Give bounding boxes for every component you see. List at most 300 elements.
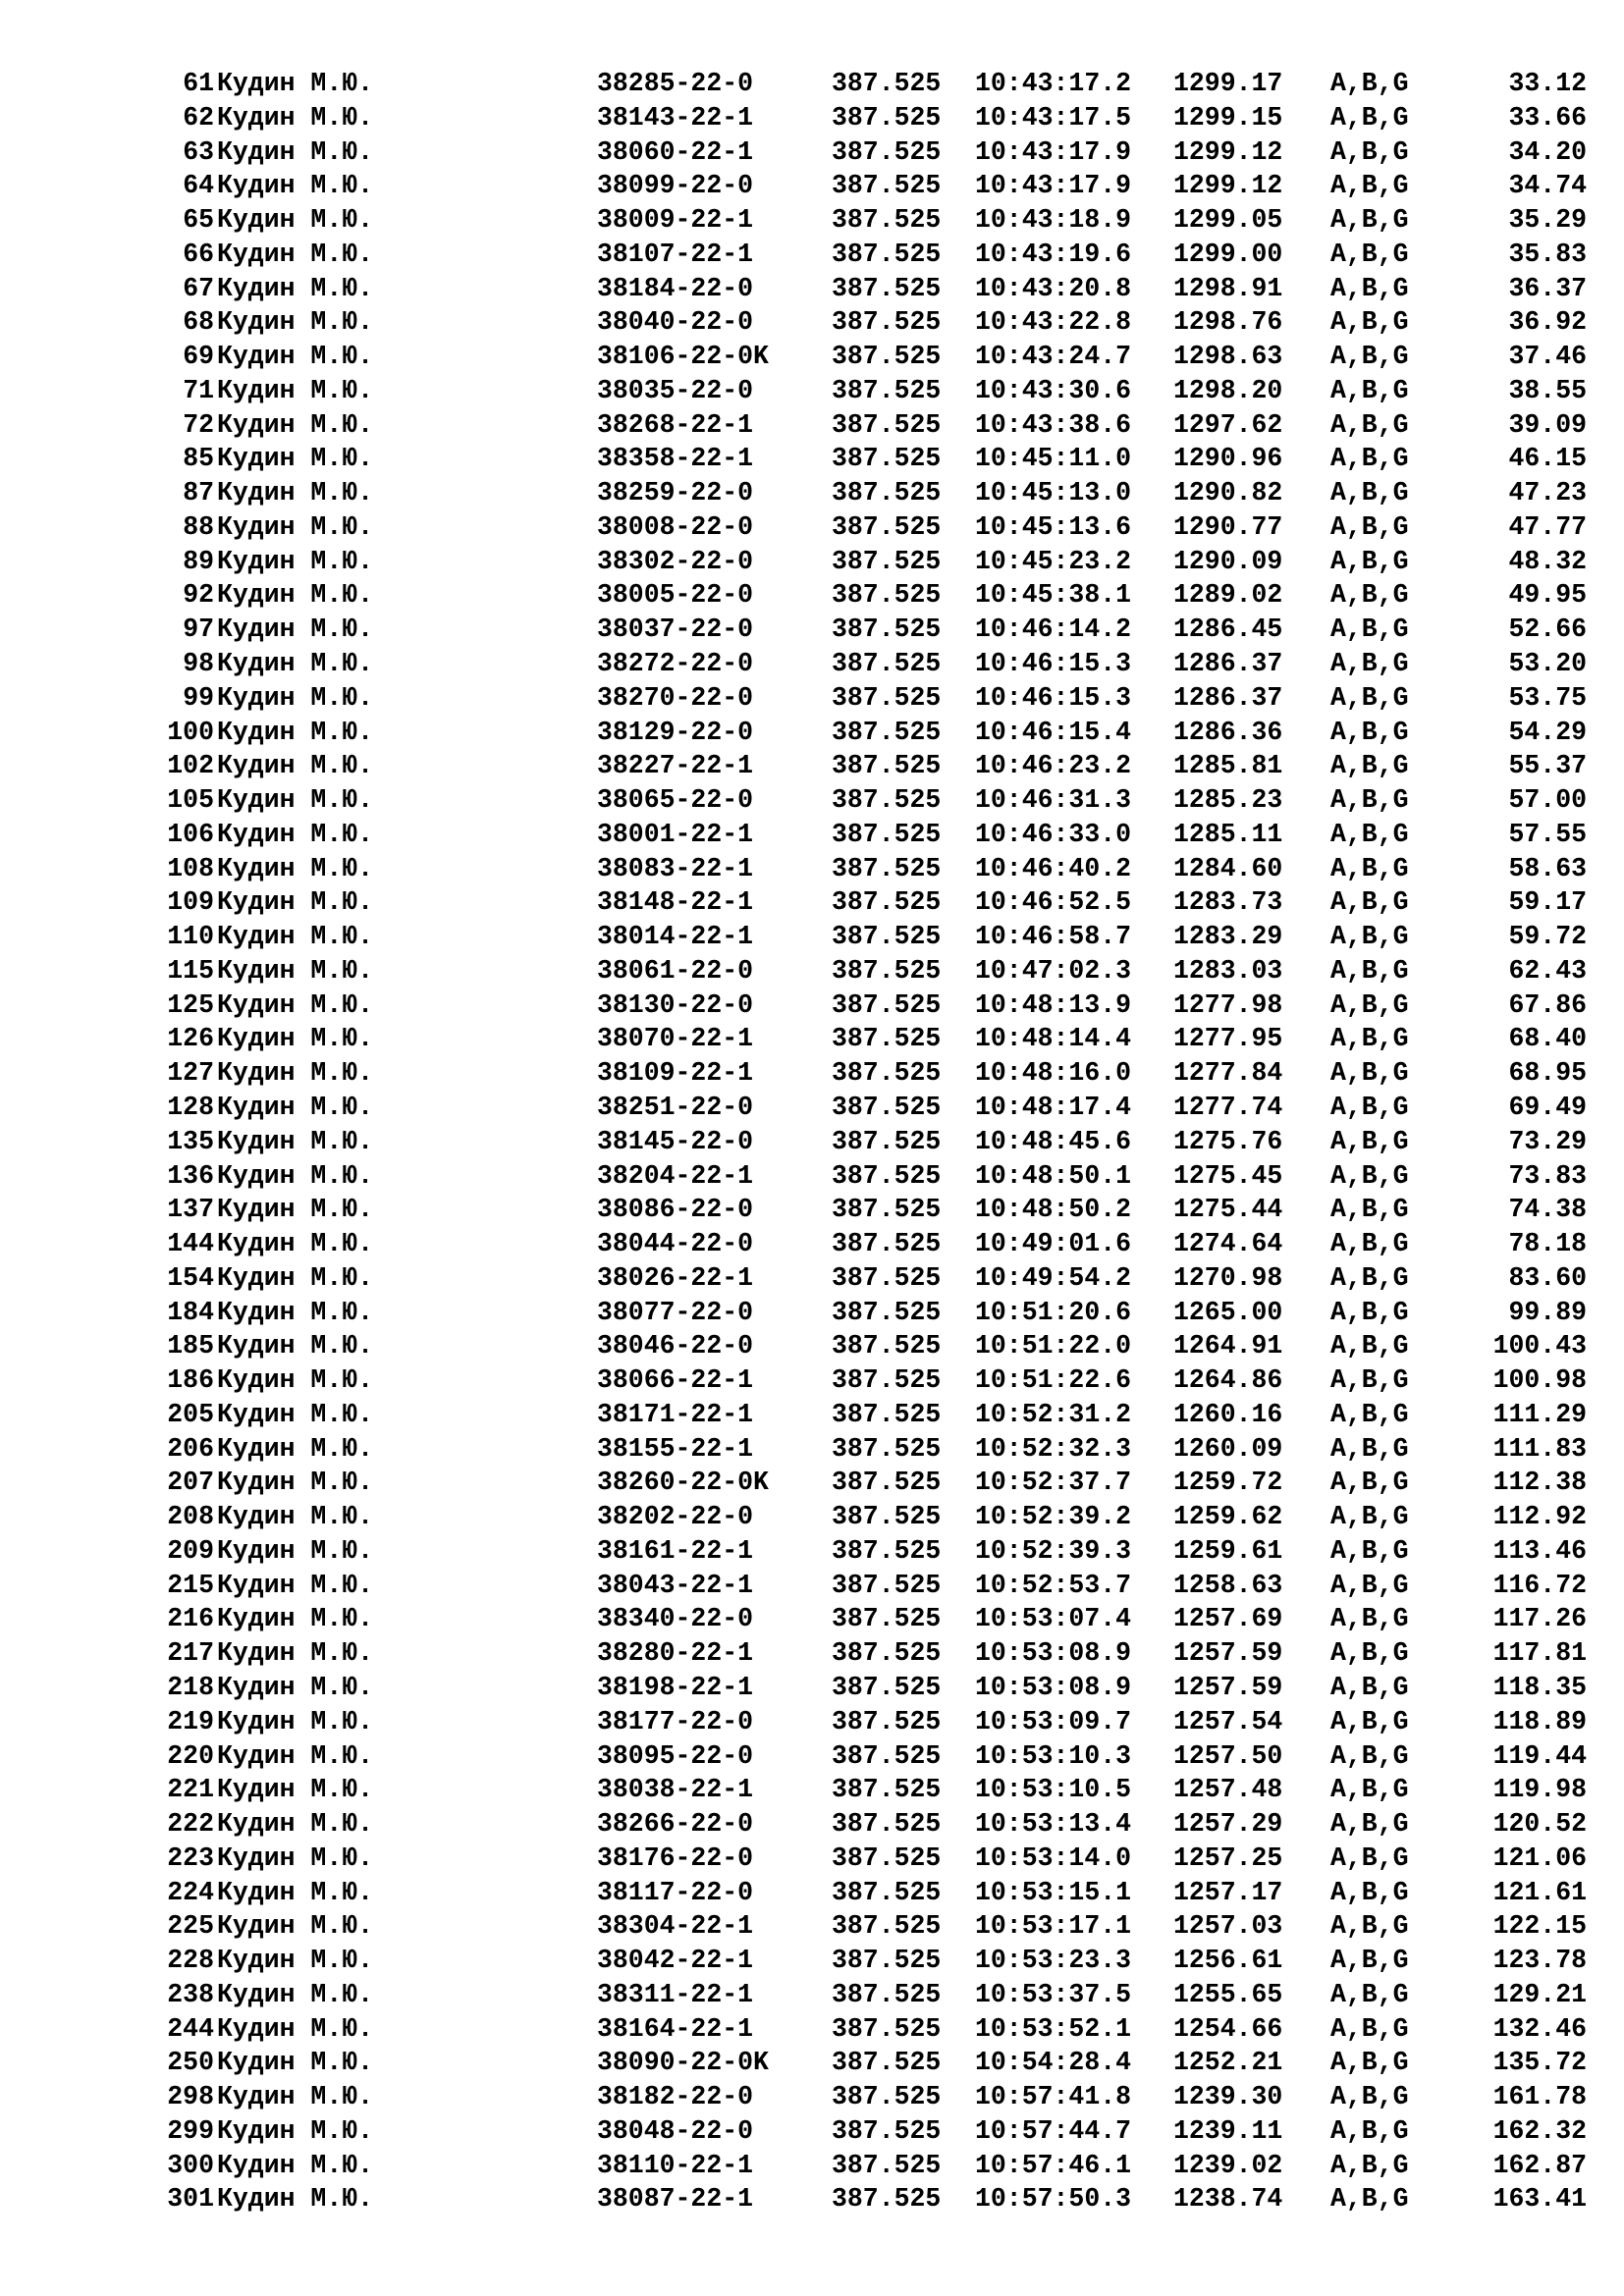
place-cell: 218	[167, 1672, 214, 1702]
place-cell: 92	[183, 580, 214, 611]
place-cell: 99	[183, 682, 214, 713]
fancier-name-cell: Кудин М.Ю.	[217, 1262, 374, 1293]
distance-cell: 387.525	[832, 989, 942, 1020]
points-cell: 112.92	[1492, 1502, 1587, 1532]
ring-id-cell: 38182-22-0	[597, 2082, 754, 2112]
points-cell: 35.83	[1508, 239, 1587, 269]
distance-cell: 387.525	[832, 1126, 942, 1156]
arrival-time-cell: 10:52:31.2	[975, 1399, 1132, 1429]
ring-id-cell: 38044-22-0	[597, 1229, 754, 1259]
place-cell: 220	[167, 1740, 214, 1771]
points-cell: 48.32	[1508, 546, 1587, 576]
marks-cell: A,B,G	[1330, 1706, 1409, 1736]
distance-cell: 387.525	[832, 2184, 942, 2215]
fancier-name-cell: Кудин М.Ю.	[217, 1672, 374, 1702]
distance-cell: 387.525	[832, 1195, 942, 1225]
distance-cell: 387.525	[832, 614, 942, 645]
distance-cell: 387.525	[832, 2150, 942, 2180]
ring-id-cell: 38077-22-0	[597, 1297, 754, 1327]
table-row	[0, 954, 1624, 988]
ring-id-cell: 38046-22-0	[597, 1331, 754, 1362]
fancier-name-cell: Кудин М.Ю.	[217, 342, 374, 372]
marks-cell: A,B,G	[1330, 205, 1409, 236]
speed-cell: 1289.02	[1173, 580, 1283, 611]
table-row	[0, 374, 1624, 408]
table-row	[0, 203, 1624, 238]
arrival-time-cell: 10:46:15.3	[975, 682, 1132, 713]
distance-cell: 387.525	[832, 409, 942, 440]
points-cell: 99.89	[1508, 1297, 1587, 1327]
arrival-time-cell: 10:53:08.9	[975, 1672, 1132, 1702]
place-cell: 215	[167, 1570, 214, 1600]
table-row	[0, 818, 1624, 852]
speed-cell: 1257.54	[1173, 1706, 1283, 1736]
arrival-time-cell: 10:51:20.6	[975, 1297, 1132, 1327]
fancier-name-cell: Кудин М.Ю.	[217, 375, 374, 405]
marks-cell: A,B,G	[1330, 1604, 1409, 1634]
place-cell: 127	[167, 1058, 214, 1089]
speed-cell: 1275.45	[1173, 1160, 1283, 1191]
marks-cell: A,B,G	[1330, 1842, 1409, 1873]
ring-id-cell: 38099-22-0	[597, 171, 754, 201]
place-cell: 63	[183, 136, 214, 167]
ring-id-cell: 38026-22-1	[597, 1262, 754, 1293]
place-cell: 206	[167, 1433, 214, 1464]
points-cell: 120.52	[1492, 1809, 1587, 1840]
marks-cell: A,B,G	[1330, 1775, 1409, 1805]
table-row	[0, 272, 1624, 306]
fancier-name-cell: Кудин М.Ю.	[217, 1809, 374, 1840]
fancier-name-cell: Кудин М.Ю.	[217, 511, 374, 542]
place-cell: 225	[167, 1911, 214, 1942]
marks-cell: A,B,G	[1330, 1297, 1409, 1327]
distance-cell: 387.525	[832, 1570, 942, 1600]
points-cell: 37.46	[1508, 342, 1587, 372]
speed-cell: 1275.76	[1173, 1126, 1283, 1156]
ring-id-cell: 38268-22-1	[597, 409, 754, 440]
arrival-time-cell: 10:53:23.3	[975, 1946, 1132, 1976]
speed-cell: 1257.48	[1173, 1775, 1283, 1805]
arrival-time-cell: 10:43:17.2	[975, 69, 1132, 98]
points-cell: 68.95	[1508, 1058, 1587, 1089]
arrival-time-cell: 10:45:13.0	[975, 478, 1132, 508]
place-cell: 71	[183, 375, 214, 405]
distance-cell: 387.525	[832, 307, 942, 338]
place-cell: 115	[167, 955, 214, 986]
speed-cell: 1299.15	[1173, 102, 1283, 133]
arrival-time-cell: 10:46:15.4	[975, 717, 1132, 747]
fancier-name-cell: Кудин М.Ю.	[217, 205, 374, 236]
place-cell: 137	[167, 1195, 214, 1225]
table-row	[0, 1909, 1624, 1944]
marks-cell: A,B,G	[1330, 751, 1409, 781]
place-cell: 67	[183, 273, 214, 303]
fancier-name-cell: Кудин М.Ю.	[217, 1024, 374, 1054]
points-cell: 62.43	[1508, 955, 1587, 986]
points-cell: 116.72	[1492, 1570, 1587, 1600]
speed-cell: 1286.37	[1173, 682, 1283, 713]
distance-cell: 387.525	[832, 922, 942, 952]
fancier-name-cell: Кудин М.Ю.	[217, 409, 374, 440]
marks-cell: A,B,G	[1330, 478, 1409, 508]
ring-id-cell: 38129-22-0	[597, 717, 754, 747]
marks-cell: A,B,G	[1330, 136, 1409, 167]
fancier-name-cell: Кудин М.Ю.	[217, 2013, 374, 2044]
table-row	[0, 305, 1624, 340]
arrival-time-cell: 10:53:17.1	[975, 1911, 1132, 1942]
ring-id-cell: 38043-22-1	[597, 1570, 754, 1600]
marks-cell: A,B,G	[1330, 342, 1409, 372]
distance-cell: 387.525	[832, 682, 942, 713]
arrival-time-cell: 10:43:30.6	[975, 375, 1132, 405]
distance-cell: 387.525	[832, 1160, 942, 1191]
speed-cell: 1257.59	[1173, 1638, 1283, 1669]
ring-id-cell: 38155-22-1	[597, 1433, 754, 1464]
table-row	[0, 1398, 1624, 1432]
speed-cell: 1285.23	[1173, 785, 1283, 816]
fancier-name-cell: Кудин М.Ю.	[217, 853, 374, 883]
arrival-time-cell: 10:43:24.7	[975, 342, 1132, 372]
fancier-name-cell: Кудин М.Ю.	[217, 1365, 374, 1396]
marks-cell: A,B,G	[1330, 2013, 1409, 2044]
place-cell: 136	[167, 1160, 214, 1191]
distance-cell: 387.525	[832, 649, 942, 679]
ring-id-cell: 38106-22-0K	[597, 342, 769, 372]
table-row	[0, 238, 1624, 272]
place-cell: 184	[167, 1297, 214, 1327]
arrival-time-cell: 10:46:23.2	[975, 751, 1132, 781]
arrival-time-cell: 10:53:10.3	[975, 1740, 1132, 1771]
marks-cell: A,B,G	[1330, 1740, 1409, 1771]
fancier-name-cell: Кудин М.Ю.	[217, 2115, 374, 2146]
ring-id-cell: 38090-22-0K	[597, 2048, 769, 2078]
distance-cell: 387.525	[832, 2048, 942, 2078]
marks-cell: A,B,G	[1330, 239, 1409, 269]
fancier-name-cell: Кудин М.Ю.	[217, 614, 374, 645]
table-row	[0, 169, 1624, 203]
table-row	[0, 510, 1624, 545]
marks-cell: A,B,G	[1330, 69, 1409, 98]
fancier-name-cell: Кудин М.Ю.	[217, 955, 374, 986]
distance-cell: 387.525	[832, 1842, 942, 1873]
marks-cell: A,B,G	[1330, 546, 1409, 576]
fancier-name-cell: Кудин М.Ю.	[217, 785, 374, 816]
fancier-name-cell: Кудин М.Ю.	[217, 1911, 374, 1942]
place-cell: 250	[167, 2048, 214, 2078]
points-cell: 47.23	[1508, 478, 1587, 508]
speed-cell: 1257.25	[1173, 1842, 1283, 1873]
fancier-name-cell: Кудин М.Ю.	[217, 1058, 374, 1089]
fancier-name-cell: Кудин М.Ю.	[217, 1775, 374, 1805]
marks-cell: A,B,G	[1330, 682, 1409, 713]
table-row	[0, 442, 1624, 476]
distance-cell: 387.525	[832, 171, 942, 201]
marks-cell: A,B,G	[1330, 1502, 1409, 1532]
ring-id-cell: 38280-22-1	[597, 1638, 754, 1669]
table-row	[0, 1739, 1624, 1774]
arrival-time-cell: 10:53:13.4	[975, 1809, 1132, 1840]
marks-cell: A,B,G	[1330, 444, 1409, 474]
place-cell: 186	[167, 1365, 214, 1396]
marks-cell: A,B,G	[1330, 922, 1409, 952]
fancier-name-cell: Кудин М.Ю.	[217, 1570, 374, 1600]
fancier-name-cell: Кудин М.Ю.	[217, 1160, 374, 1191]
arrival-time-cell: 10:46:52.5	[975, 887, 1132, 918]
marks-cell: A,B,G	[1330, 273, 1409, 303]
place-cell: 65	[183, 205, 214, 236]
points-cell: 46.15	[1508, 444, 1587, 474]
points-cell: 111.29	[1492, 1399, 1587, 1429]
arrival-time-cell: 10:57:41.8	[975, 2082, 1132, 2112]
points-cell: 100.43	[1492, 1331, 1587, 1362]
speed-cell: 1257.50	[1173, 1740, 1283, 1771]
ring-id-cell: 38070-22-1	[597, 1024, 754, 1054]
distance-cell: 387.525	[832, 342, 942, 372]
table-row	[0, 1944, 1624, 1978]
ring-id-cell: 38048-22-0	[597, 2115, 754, 2146]
speed-cell: 1284.60	[1173, 853, 1283, 883]
place-cell: 228	[167, 1946, 214, 1976]
speed-cell: 1239.02	[1173, 2150, 1283, 2180]
arrival-time-cell: 10:49:54.2	[975, 1262, 1132, 1293]
distance-cell: 387.525	[832, 717, 942, 747]
ring-id-cell: 38038-22-1	[597, 1775, 754, 1805]
marks-cell: A,B,G	[1330, 375, 1409, 405]
place-cell: 128	[167, 1092, 214, 1122]
fancier-name-cell: Кудин М.Ю.	[217, 1126, 374, 1156]
arrival-time-cell: 10:43:17.5	[975, 102, 1132, 133]
arrival-time-cell: 10:46:40.2	[975, 853, 1132, 883]
fancier-name-cell: Кудин М.Ю.	[217, 546, 374, 576]
fancier-name-cell: Кудин М.Ю.	[217, 1946, 374, 1976]
marks-cell: A,B,G	[1330, 1024, 1409, 1054]
speed-cell: 1274.64	[1173, 1229, 1283, 1259]
fancier-name-cell: Кудин М.Ю.	[217, 649, 374, 679]
arrival-time-cell: 10:43:38.6	[975, 409, 1132, 440]
fancier-name-cell: Кудин М.Ю.	[217, 2184, 374, 2215]
speed-cell: 1275.44	[1173, 1195, 1283, 1225]
place-cell: 61	[183, 69, 214, 98]
table-row	[0, 885, 1624, 920]
distance-cell: 387.525	[832, 1775, 942, 1805]
speed-cell: 1239.11	[1173, 2115, 1283, 2146]
marks-cell: A,B,G	[1330, 1160, 1409, 1191]
points-cell: 68.40	[1508, 1024, 1587, 1054]
table-row	[0, 408, 1624, 443]
points-cell: 57.55	[1508, 819, 1587, 849]
speed-cell: 1290.82	[1173, 478, 1283, 508]
speed-cell: 1298.91	[1173, 273, 1283, 303]
marks-cell: A,B,G	[1330, 102, 1409, 133]
table-row	[0, 2080, 1624, 2114]
arrival-time-cell: 10:43:22.8	[975, 307, 1132, 338]
arrival-time-cell: 10:48:50.1	[975, 1160, 1132, 1191]
ring-id-cell: 38130-22-0	[597, 989, 754, 1020]
marks-cell: A,B,G	[1330, 1672, 1409, 1702]
speed-cell: 1298.76	[1173, 307, 1283, 338]
marks-cell: A,B,G	[1330, 1535, 1409, 1566]
table-row	[0, 613, 1624, 647]
place-cell: 135	[167, 1126, 214, 1156]
points-cell: 118.89	[1492, 1706, 1587, 1736]
speed-cell: 1265.00	[1173, 1297, 1283, 1327]
points-cell: 59.17	[1508, 887, 1587, 918]
distance-cell: 387.525	[832, 2082, 942, 2112]
fancier-name-cell: Кудин М.Ю.	[217, 136, 374, 167]
table-row	[0, 716, 1624, 750]
points-cell: 162.87	[1492, 2150, 1587, 2180]
points-cell: 38.55	[1508, 375, 1587, 405]
distance-cell: 387.525	[832, 1946, 942, 1976]
speed-cell: 1299.00	[1173, 239, 1283, 269]
ring-id-cell: 38266-22-0	[597, 1809, 754, 1840]
speed-cell: 1277.84	[1173, 1058, 1283, 1089]
table-row	[0, 1363, 1624, 1398]
marks-cell: A,B,G	[1330, 1468, 1409, 1498]
marks-cell: A,B,G	[1330, 307, 1409, 338]
distance-cell: 387.525	[832, 1433, 942, 1464]
fancier-name-cell: Кудин М.Ю.	[217, 1706, 374, 1736]
marks-cell: A,B,G	[1330, 614, 1409, 645]
marks-cell: A,B,G	[1330, 1638, 1409, 1669]
ring-id-cell: 38008-22-0	[597, 511, 754, 542]
arrival-time-cell: 10:54:28.4	[975, 2048, 1132, 2078]
points-cell: 39.09	[1508, 409, 1587, 440]
table-row	[0, 1227, 1624, 1261]
speed-cell: 1290.96	[1173, 444, 1283, 474]
arrival-time-cell: 10:46:33.0	[975, 819, 1132, 849]
marks-cell: A,B,G	[1330, 887, 1409, 918]
table-row	[0, 2012, 1624, 2047]
fancier-name-cell: Кудин М.Ю.	[217, 2082, 374, 2112]
arrival-time-cell: 10:48:45.6	[975, 1126, 1132, 1156]
place-cell: 66	[183, 239, 214, 269]
table-row	[0, 1978, 1624, 2012]
ring-id-cell: 38251-22-0	[597, 1092, 754, 1122]
place-cell: 87	[183, 478, 214, 508]
ring-id-cell: 38204-22-1	[597, 1160, 754, 1191]
points-cell: 58.63	[1508, 853, 1587, 883]
fancier-name-cell: Кудин М.Ю.	[217, 239, 374, 269]
marks-cell: A,B,G	[1330, 649, 1409, 679]
speed-cell: 1257.17	[1173, 1877, 1283, 1907]
distance-cell: 387.525	[832, 1092, 942, 1122]
marks-cell: A,B,G	[1330, 1126, 1409, 1156]
distance-cell: 387.525	[832, 1262, 942, 1293]
speed-cell: 1256.61	[1173, 1946, 1283, 1976]
fancier-name-cell: Кудин М.Ю.	[217, 819, 374, 849]
points-cell: 73.83	[1508, 1160, 1587, 1191]
distance-cell: 387.525	[832, 1706, 942, 1736]
ring-id-cell: 38177-22-0	[597, 1706, 754, 1736]
points-cell: 111.83	[1492, 1433, 1587, 1464]
points-cell: 135.72	[1492, 2048, 1587, 2078]
points-cell: 129.21	[1492, 1979, 1587, 2009]
results-table	[0, 67, 1624, 2216]
table-row	[0, 1569, 1624, 1603]
distance-cell: 387.525	[832, 1638, 942, 1669]
table-row	[0, 1056, 1624, 1091]
table-row	[0, 1125, 1624, 1159]
table-row	[0, 67, 1624, 101]
place-cell: 68	[183, 307, 214, 338]
arrival-time-cell: 10:52:39.2	[975, 1502, 1132, 1532]
arrival-time-cell: 10:45:11.0	[975, 444, 1132, 474]
speed-cell: 1239.30	[1173, 2082, 1283, 2112]
distance-cell: 387.525	[832, 102, 942, 133]
ring-id-cell: 38302-22-0	[597, 546, 754, 576]
ring-id-cell: 38109-22-1	[597, 1058, 754, 1089]
place-cell: 98	[183, 649, 214, 679]
arrival-time-cell: 10:43:19.6	[975, 239, 1132, 269]
arrival-time-cell: 10:52:37.7	[975, 1468, 1132, 1498]
points-cell: 34.74	[1508, 171, 1587, 201]
place-cell: 126	[167, 1024, 214, 1054]
points-cell: 122.15	[1492, 1911, 1587, 1942]
arrival-time-cell: 10:53:09.7	[975, 1706, 1132, 1736]
speed-cell: 1259.62	[1173, 1502, 1283, 1532]
points-cell: 73.29	[1508, 1126, 1587, 1156]
arrival-time-cell: 10:43:17.9	[975, 136, 1132, 167]
arrival-time-cell: 10:48:50.2	[975, 1195, 1132, 1225]
fancier-name-cell: Кудин М.Ю.	[217, 1604, 374, 1634]
ring-id-cell: 38227-22-1	[597, 751, 754, 781]
place-cell: 72	[183, 409, 214, 440]
table-row	[0, 1602, 1624, 1636]
distance-cell: 387.525	[832, 1740, 942, 1771]
arrival-time-cell: 10:57:44.7	[975, 2115, 1132, 2146]
place-cell: 224	[167, 1877, 214, 1907]
distance-cell: 387.525	[832, 1365, 942, 1396]
points-cell: 35.29	[1508, 205, 1587, 236]
table-row	[0, 476, 1624, 510]
distance-cell: 387.525	[832, 1468, 942, 1498]
points-cell: 162.32	[1492, 2115, 1587, 2146]
ring-id-cell: 38161-22-1	[597, 1535, 754, 1566]
arrival-time-cell: 10:43:20.8	[975, 273, 1132, 303]
points-cell: 163.41	[1492, 2184, 1587, 2215]
place-cell: 208	[167, 1502, 214, 1532]
points-cell: 121.61	[1492, 1877, 1587, 1907]
table-row	[0, 1022, 1624, 1056]
fancier-name-cell: Кудин М.Ю.	[217, 1399, 374, 1429]
speed-cell: 1290.77	[1173, 511, 1283, 542]
arrival-time-cell: 10:48:14.4	[975, 1024, 1132, 1054]
distance-cell: 387.525	[832, 1058, 942, 1089]
marks-cell: A,B,G	[1330, 580, 1409, 611]
fancier-name-cell: Кудин М.Ю.	[217, 580, 374, 611]
distance-cell: 387.525	[832, 819, 942, 849]
arrival-time-cell: 10:46:31.3	[975, 785, 1132, 816]
ring-id-cell: 38145-22-0	[597, 1126, 754, 1156]
table-row	[0, 1773, 1624, 1807]
marks-cell: A,B,G	[1330, 1331, 1409, 1362]
arrival-time-cell: 10:48:17.4	[975, 1092, 1132, 1122]
distance-cell: 387.525	[832, 69, 942, 98]
marks-cell: A,B,G	[1330, 1399, 1409, 1429]
points-cell: 117.81	[1492, 1638, 1587, 1669]
speed-cell: 1259.61	[1173, 1535, 1283, 1566]
distance-cell: 387.525	[832, 1229, 942, 1259]
ring-id-cell: 38340-22-0	[597, 1604, 754, 1634]
speed-cell: 1286.45	[1173, 614, 1283, 645]
fancier-name-cell: Кудин М.Ю.	[217, 102, 374, 133]
ring-id-cell: 38042-22-1	[597, 1946, 754, 1976]
marks-cell: A,B,G	[1330, 2150, 1409, 2180]
table-row	[0, 578, 1624, 613]
place-cell: 205	[167, 1399, 214, 1429]
fancier-name-cell: Кудин М.Ю.	[217, 682, 374, 713]
